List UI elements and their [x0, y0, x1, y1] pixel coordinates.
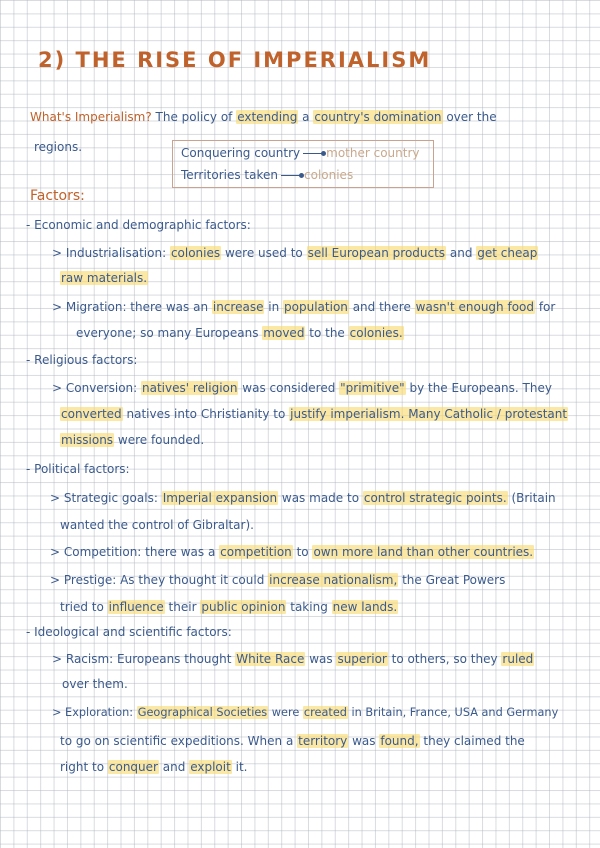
arrow-icon — [303, 153, 323, 154]
industrialisation-line-2: raw materials. — [61, 271, 148, 285]
arrow-icon — [281, 175, 301, 176]
strategic-line-2: wanted the control of Gibraltar). — [60, 518, 254, 532]
exploration-line-3: right to conquer and exploit it. — [60, 760, 248, 774]
competition-line: > Competition: there was a competition to own more land than other countries. — [50, 545, 534, 559]
conversion-line-1: > Conversion: natives' religion was considered "primitive" by the Europeans. They — [52, 381, 552, 395]
conversion-line-2: converted natives into Christianity to justify imperialism. Many Catholic / protestant — [61, 407, 568, 421]
religious-heading: - Religious factors: — [26, 353, 138, 367]
prestige-line-1: > Prestige: As they thought it could increase nationalism, the Great Powers — [50, 573, 506, 587]
conversion-line-3: missions were founded. — [61, 433, 205, 447]
page-title: 2) THE RISE OF IMPERIALISM — [38, 48, 432, 72]
racism-line-1: > Racism: Europeans thought White Race was superior to others, so they ruled — [52, 652, 534, 666]
factors-heading: Factors: — [30, 188, 85, 204]
ideological-heading: - Ideological and scientific factors: — [26, 625, 232, 639]
political-heading: - Political factors: — [26, 462, 130, 476]
definition-box — [172, 140, 434, 188]
definition-question: What's Imperialism? — [30, 110, 152, 124]
strategic-line-1: > Strategic goals: Imperial expansion was made to control strategic points. (Britain — [50, 491, 556, 505]
definition-line-2: regions. — [34, 140, 83, 154]
definition-line-1: What's Imperialism? The policy of extending a country's domination over the — [30, 110, 497, 124]
prestige-line-2: tried to influence their public opinion taking new lands. — [60, 600, 398, 614]
box-row-conquering: Conquering country mother country — [181, 146, 420, 160]
exploration-line-2: to go on scientific expeditions. When a territory was found, they claimed the — [60, 734, 525, 748]
racism-line-2: over them. — [62, 677, 128, 691]
economic-heading: - Economic and demographic factors: — [26, 218, 251, 232]
migration-line-2: everyone; so many Europeans moved to the colonies. — [76, 326, 403, 340]
exploration-line-1: > Exploration: Geographical Societies were created in Britain, France, USA and Germany — [52, 706, 559, 719]
migration-line-1: > Migration: there was an increase in population and there wasn't enough food for — [52, 300, 556, 314]
box-row-territories: Territories taken colonies — [181, 168, 354, 182]
industrialisation-line-1: > Industrialisation: colonies were used to sell European products and get cheap — [52, 246, 538, 260]
